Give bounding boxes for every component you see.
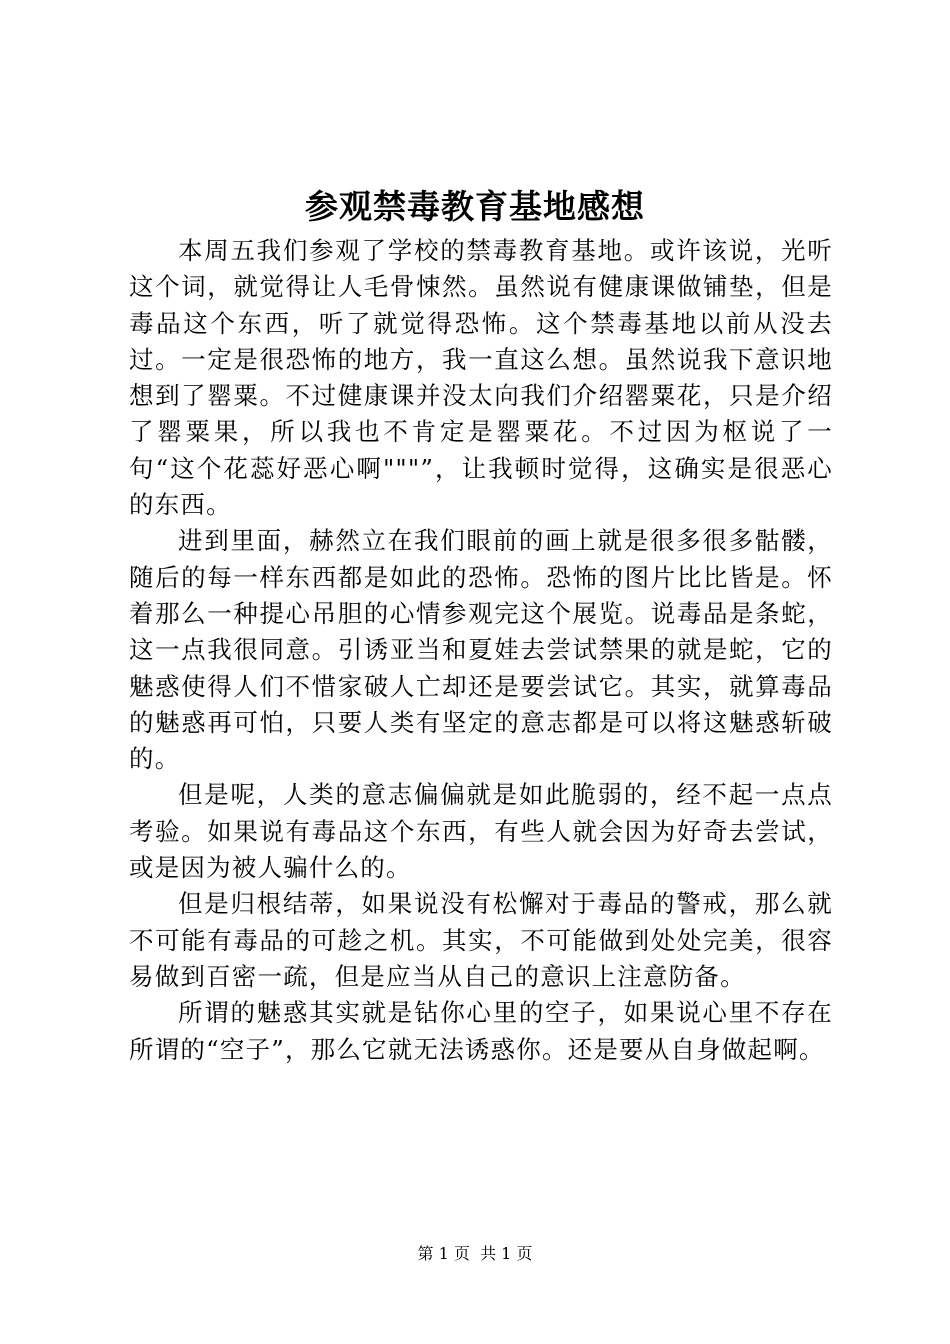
paragraph-3: 但是呢，人类的意志偏偏就是如此脆弱的，经不起一点点考验。如果说有毒品这个东西，有些人就会因为好奇去尝试，或是因为被人骗什么的。 [129,780,833,883]
paragraph-2: 进到里面，赫然立在我们眼前的画上就是很多很多骷髅，随后的每一样东西都是如此的恐怖。恐怖的图片比比皆是。怀着那么一种提心吊胆的心情参观完这个展览。说毒品是条蛇，这一点我很同意。引诱亚当和夏娃去尝试禁果的就是蛇，它的魅惑使得人们不惜家破人亡却还是要尝试它。其实，就算毒品的魅惑再可怕，只要人类有坚定的意志都是可以将这魅惑斩破的。 [129,526,833,774]
document-body [129,233,833,1068]
document-title: 参观禁毒教育基地感想 [305,187,645,226]
paragraph-1: 本周五我们参观了学校的禁毒教育基地。或许该说，光听这个词，就觉得让人毛骨悚然。虽然说有健康课做铺垫，但是毒品这个东西，听了就觉得恐怖。这个禁毒基地以前从没去过。一定是很恐怖的地方，我一直这么想。虽然说我下意识地想到了罂粟。不过健康课并没太向我们介绍罂粟花，只是介绍了罂粟果，所以我也不肯定是罂粟花。不过因为枢说了一句“这个花蕊好恶心啊"""”，让我顿时觉得，这确实是很恶心的东西。 [129,236,833,520]
paragraph-4: 但是归根结蒂，如果说没有松懈对于毒品的警戒，那么就不可能有毒品的可趁之机。其实，不可能做到处处完美，很容易做到百密一疏，但是应当从自己的意识上注意防备。 [129,889,833,991]
page-number: 第 1 页 [417,1244,470,1263]
page-footer [0,1243,950,1265]
page-total: 共 1 页 [480,1244,533,1263]
paragraph-5: 所谓的魅惑其实就是钻你心里的空子，如果说心里不存在所谓的“空子”，那么它就无法诱惑你。还是要从自身做起啊。 [129,998,833,1064]
